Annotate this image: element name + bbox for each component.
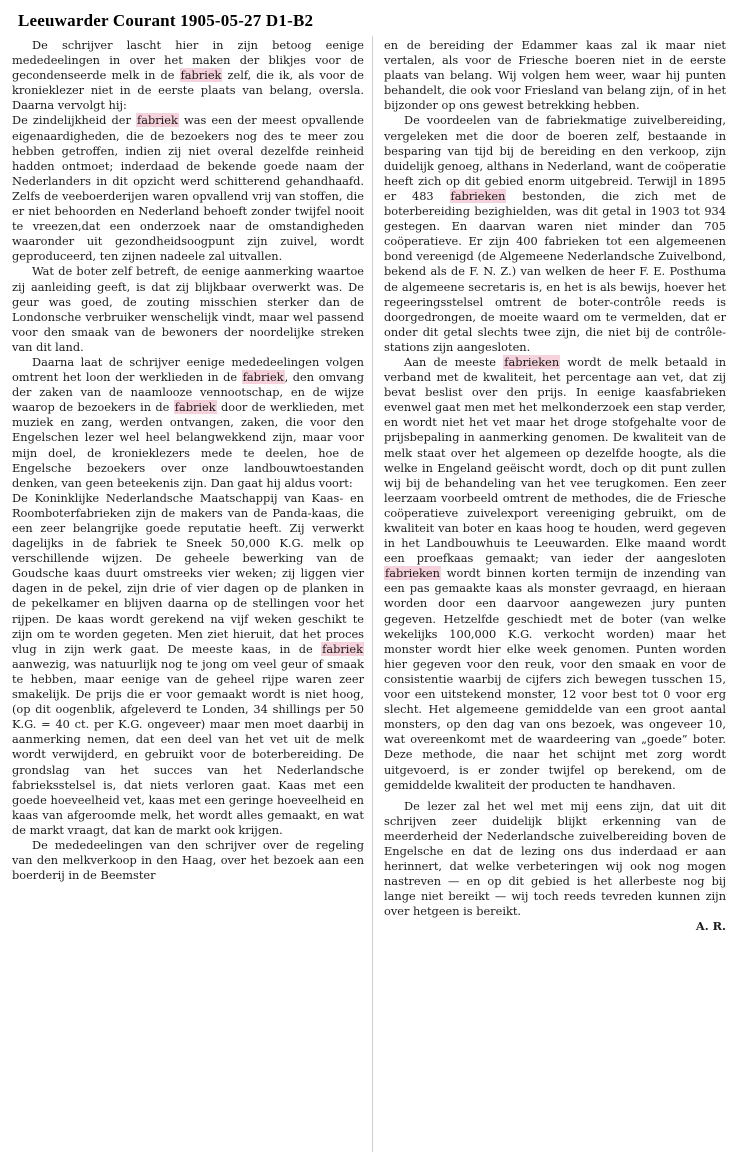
paragraph-text: zelf, die ik, als voor de kronieklezer niet in de eerste plaats van belang, oversla. Daarna vervolgt hij:	[12, 68, 364, 113]
article-paragraph	[12, 38, 364, 113]
paragraph-text: wordt binnen korten termijn de inzending van een pas gemaakte kaas als monster gevraagd, en hieraan worden door een daarvoor aangewezen jury punten gegeven. Hetzelfde geschiedt met de boter (van welke wekelijks 100,000 K.G. verkocht worden) maar het monster wordt hier elke week genomen. Punten worden hier gegeven voor den reuk, voor den smaak en voor de consistentie waarbij de cijfers zich bewegen tusschen 15, voor een uitstekend monster, 12 voor best tot 0 voor erg slecht. Het algemeene gemiddelde van een groot aantal monsters, op den dag van ons bezoek, was ongeveer 10, wat overeenkomt met de waardeering van „goede” boter. Deze methode, die naar het schijnt met zorg wordt uitgevoerd, is er zonder twijfel op berekend, om de gemiddelde kwaliteit der producten te handhaven.	[384, 566, 726, 792]
paragraph-text: aanwezig, was natuurlijk nog te jong om veel geur of smaak te hebben, maar eenige van de geheel rijpe waren zeer smakelijk. De prijs die er voor gemaakt wordt is niet hoog, (op dit oogenblik, afgeleverd te Londen, 34 shillings per 50 K.G. = 40 ct. per K.G. ongeveer) maar men moet daarbij in aanmerking nemen, dat een deel van het vet uit de melk wordt verwijderd, en gebruikt voor de boterbereiding. De grondslag van het succes van het Nederlandsche fabrieksstelsel is, dat niets verloren gaat. Kaas met een goede hoeveelheid vet, kaas met een geringe hoeveelheid en kaas van afgeroomde melk, het wordt alles gemaakt, en wat de markt vraagt, dat kan de markt ook krijgen.	[12, 656, 364, 837]
paragraph-text: De Koninklijke Nederlandsche Maatschappij van Kaas- en Roomboterfabrieken zijn de makers van de Panda-kaas, die een zeer belangrijke goede reputatie heeft. Zij verwerkt dagelijks in de fabriek te Sneek 50,000 K.G. melk op verschillende wijzen. De geheele bewerking van de Goudsche kaas duurt omstreeks vier weken; zij liggen vier dagen in de pekel, zijn drie of vier dagen op de planken in de pekelkamer en blijven daarna op de stellingen voor het rijpen. De kaas wordt gerekend na vijf weken geschikt te zijn om te worden gegeten. Men ziet hieruit, dat het proces vlug in zijn werk gaat. De meeste kaas, in de	[12, 490, 364, 656]
article-paragraph	[384, 113, 726, 355]
paragraph-text: De zindelijkheid der	[12, 113, 137, 128]
search-highlight: fabriek	[242, 370, 284, 385]
article-paragraph	[12, 838, 364, 883]
column-divider	[372, 36, 373, 1152]
paragraph-text: wordt de melk betaald in verband met de kwaliteit, het percentage aan vet, dat zij bevat beslist over den prijs. In eenige kaasfabrieken evenwel gaat men met het melkonderzoek een stap verder, en wordt niet het vet maar het droge stofgehalte voor de prijsbepaling in aanmerking genomen. De kwaliteit van de melk staat over het algemeen op dezelfde hoogte, als die welke in Engeland geëischt wordt, doch op dit punt zullen wij bij de behandeling van het vee terugkomen. Een zeer leerzaam voorbeeld omtrent de methodes, die de Friesche coöperatieve zuivelexport vereeniging gebruikt, om de kwaliteit van boter en kaas hoog te houden, werd gegeven in het Landbouwhuis te Leeuwarden. Elke maand wordt een proefkaas gemaakt; van ieder der aangesloten	[384, 354, 726, 566]
paragraph-text: en de bereiding der Edammer kaas zal ik maar niet vertalen, als voor de Friesche boeren niet in de eerste plaats van belang. Wij volgen hem weer, waar hij punten behandelt, die ook voor Friesland van belang zijn, of in het bijzonder op ons gewest betrekking hebben.	[384, 38, 726, 113]
paragraph-text: Daarna laat de schrijver eenige mededeelingen volgen omtrent het loon der werklieden in de	[12, 354, 364, 385]
paragraph-text: was een der meest opvallende eigenaardigheden, die de bezoekers nog des te meer zou hebben getroffen, indien zij niet overal dezelfde reinheid hadden ontmoet; inderdaad de bekende goede naam der Nederlanders in dit opzicht werd schitterend gehandhaafd. Zelfs de veeboerderijen waren opvallend vrij van stoffen, die er niet behoorden en Nederland behoeft zonder twijfel nooit te vreezen,dat een onderzoek naar de omstandigheden waaronder uit gezondheidsoogpunt zijn zuivel, wordt geproduceerd, ten zijnen nadeele zal uitvallen.	[12, 113, 364, 264]
paragraph-text: bestonden, die zich met de boterbereiding bezighielden, was dit getal in 1903 tot 934 gestegen. En daarvan waren niet minder dan 705 coöperatieve. Er zijn 400 fabrieken tot een algemeenen bond vereenigd (de Algemeene Nederlandsche Zuivelbond, bekend als de F. N. Z.) van welken de heer F. E. Posthuma de algemeene secretaris is, en het is als bewijs, hoever het regeeringsstelsel omtrent de boter-contrôle reeds is doorgedrongen, de moeite waard om te vermelden, dat er onder dit getal slechts twee zijn, die niet bij de contrôle-stations zijn aangesloten.	[384, 188, 727, 354]
article-paragraph	[12, 355, 364, 491]
paragraph-text: door de werklieden, met muziek en zang, werden ontvangen, zaken, die voor den Engelschen lezer wel heel belangwekkend zijn, maar voor mijn doel, de kronieklezers mede te deelen, hoe de Engelsche bezoekers over onze landbouwtoestanden denken, van geen beteekenis zijn. Dan gaat hij aldus voort:	[12, 400, 364, 490]
article-paragraph	[384, 38, 726, 113]
search-highlight: fabriek	[137, 113, 178, 128]
paragraph-text: De voordeelen van de fabriekmatige zuivelbereiding, vergeleken met die door de boeren zelf, bestaande in besparing van tijd bij de bereiding en den verkoop, zijn duidelijk genoeg, althans in Nederland, want de coöperatie heeft zich op dit gebied enorm uitgebreid. Terwijl in 1895 er 483	[384, 113, 726, 203]
search-highlight: fabrieken	[504, 354, 560, 369]
author-signature: A. R.	[695, 919, 726, 934]
paragraph-text: De lezer zal het wel met mij eens zijn, dat uit dit schrijven zeer duidelijk blijkt erkenning van de meerderheid der Nederlandsche zuivelbereiding boven de Engelsche en dat de lezing ons dus inderdaad er aan herinnert, dat welke verbeteringen wij ook nog mogen nastreven — en op dit gebied is het allerbeste nog bij lange niet bereikt — wij toch reeds tevreden kunnen zijn over hetgeen is bereikt.	[384, 798, 726, 919]
article-paragraph	[12, 113, 364, 264]
paragraph-text: Aan de meeste	[404, 354, 504, 369]
newspaper-header: Leeuwarder Courant 1905-05-27 D1-B2	[18, 11, 314, 30]
search-highlight: fabriek	[174, 400, 216, 415]
article-paragraph	[12, 491, 364, 838]
paragraph-text: Wat de boter zelf betreft, de eenige aanmerking waartoe zij aanleiding geeft, is dat zij blijkbaar overwerkt was. De geur was goed, de zouting misschien sterker dan de Londonsche verbruiker wenschelijk vindt, maar wel passend voor den smaak van de bewoners der noordelijke streken van dit land.	[12, 264, 364, 354]
article-paragraph	[12, 264, 364, 355]
article-paragraph	[384, 355, 726, 793]
paragraph-text: De schrijver lascht hier in zijn betoog eenige mededeelingen in over het maken der blikjes voor de gecondenseerde melk in de	[12, 38, 364, 83]
search-highlight: fabriek	[322, 641, 363, 656]
article-paragraph	[384, 799, 726, 920]
search-highlight: fabriek	[180, 68, 222, 83]
paragraph-text: , den omvang der zaken van de naamlooze vennootschap, en de wijze waarop de bezoekers in de	[12, 370, 364, 415]
article-column-right	[384, 38, 726, 935]
article-column-left	[12, 38, 364, 883]
search-highlight: fabrieken	[385, 566, 440, 581]
paragraph-text: De mededeelingen van den schrijver over de regeling van den melkverkoop in den Haag, over het bezoek aan een boerderij in de Beemster	[12, 837, 364, 883]
search-highlight: fabrieken	[450, 188, 506, 203]
